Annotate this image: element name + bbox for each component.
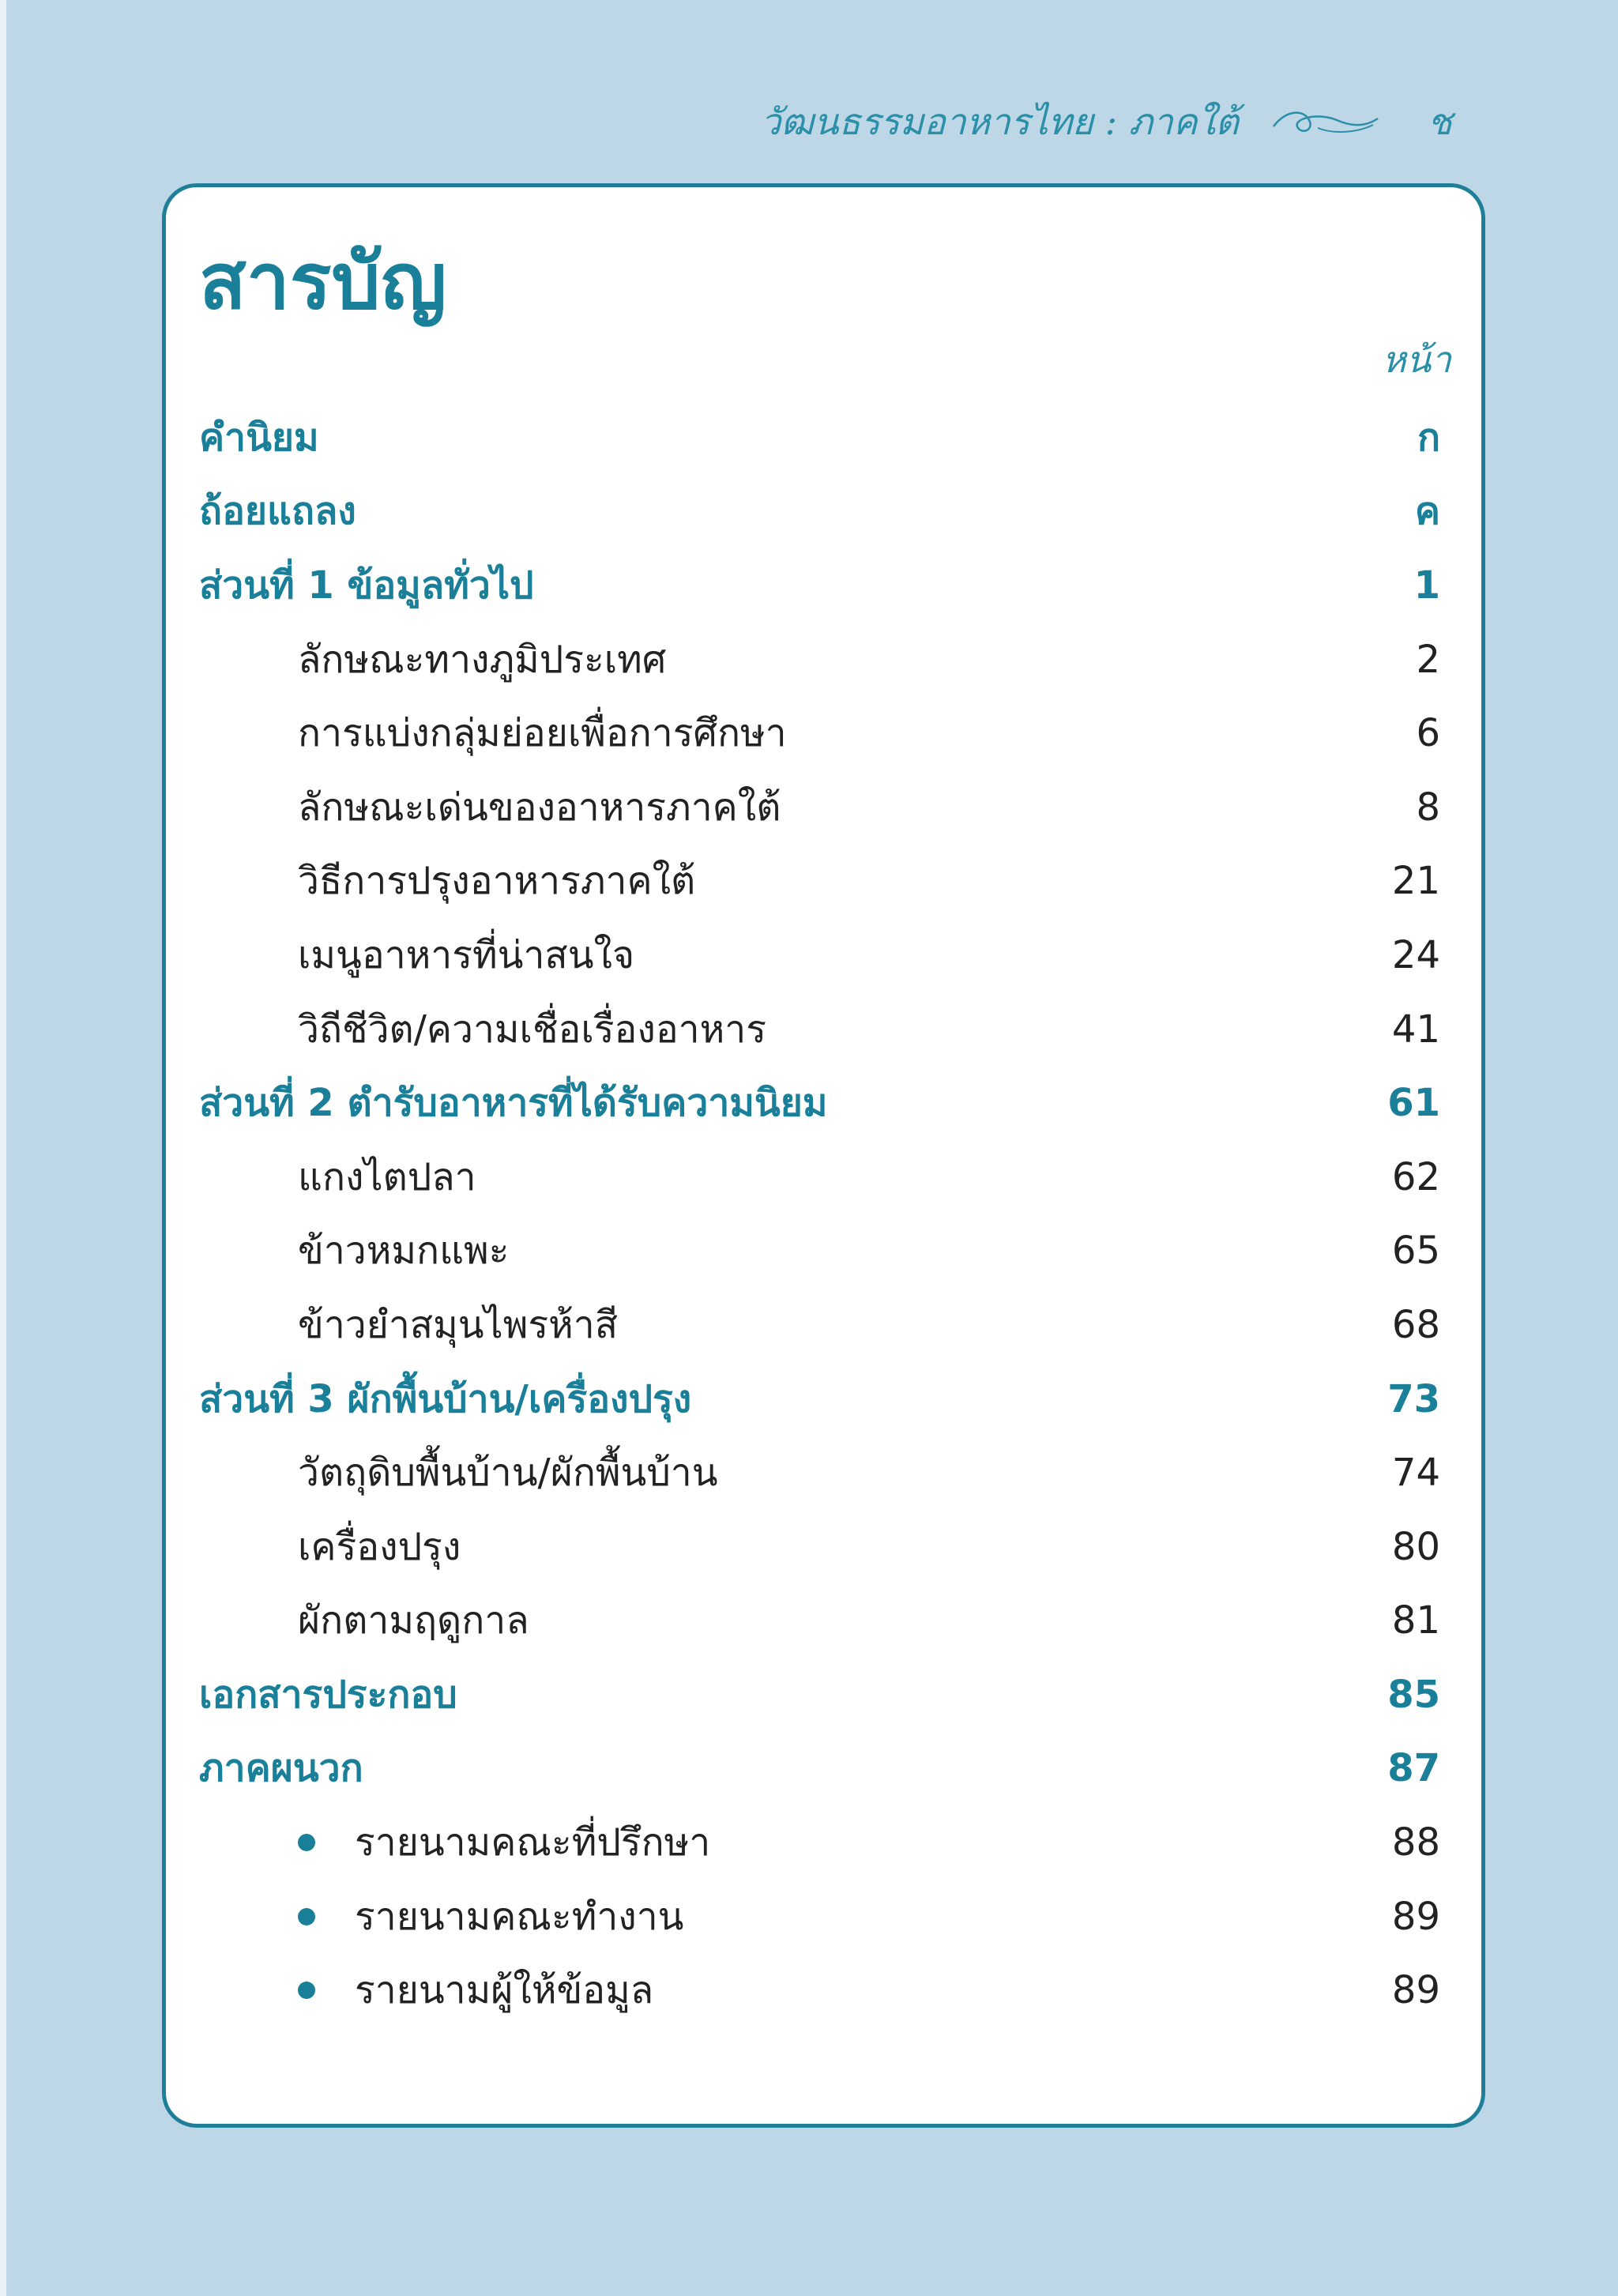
- toc-entry-label: เอกสารประกอบ: [199, 1672, 457, 1717]
- toc-entry[interactable]: [199, 623, 1440, 697]
- toc-entry[interactable]: [199, 918, 1440, 992]
- toc-entry-page: 74: [1391, 1451, 1440, 1496]
- toc-panel: [162, 183, 1485, 2128]
- toc-section-entry[interactable]: [199, 1658, 1440, 1732]
- toc-entry[interactable]: [199, 1140, 1440, 1214]
- toc-entry-label: ส่วนที่ 2 ตำรับอาหารที่ได้รับความนิยม: [199, 1081, 828, 1126]
- toc-entry-label: ข้าวยำสมุนไพรห้าสี: [298, 1302, 618, 1347]
- toc-title: สารบัญ: [199, 237, 447, 327]
- toc-entry-label: ถ้อยแถลง: [199, 489, 356, 534]
- flourish-ornament-icon: [1270, 104, 1381, 139]
- toc-entry-page: 1: [1413, 563, 1440, 608]
- toc-entry-label: วิถีชีวิต/ความเชื่อเรื่องอาหาร: [298, 1007, 766, 1052]
- toc-entry-text: รายนามผู้ให้ข้อมูล: [355, 1968, 654, 2013]
- toc-section-entry[interactable]: [199, 1066, 1440, 1140]
- toc-entry-page: 6: [1416, 711, 1440, 756]
- toc-entry-label: ลักษณะเด่นของอาหารภาคใต้: [298, 785, 781, 830]
- toc-entry-page: 89: [1391, 1894, 1440, 1939]
- toc-entry-page: 68: [1391, 1302, 1440, 1347]
- toc-entry-page: ก: [1417, 415, 1440, 460]
- toc-entry-label: ภาคผนวก: [199, 1746, 363, 1791]
- toc-entry-page: 2: [1416, 637, 1440, 682]
- toc-entry-label: [199, 1812, 710, 1873]
- running-header: [0, 93, 1618, 149]
- toc-entry-page: 41: [1391, 1007, 1440, 1052]
- toc-entry-label: [199, 1960, 653, 2020]
- toc-entry-label: [199, 1887, 683, 1947]
- toc-entry[interactable]: [199, 1805, 1440, 1880]
- toc-entry-page: 73: [1387, 1376, 1440, 1421]
- toc-entry[interactable]: [199, 1288, 1440, 1362]
- running-title: วัฒนธรรมอาหารไทย : ภาคใต้: [760, 100, 1239, 143]
- toc-entry-label: เครื่องปรุง: [298, 1524, 461, 1569]
- bullet-icon: [298, 1982, 315, 1999]
- toc-section-entry[interactable]: [199, 548, 1440, 623]
- toc-entry-page: 8: [1416, 785, 1440, 830]
- toc-entry-page: 61: [1387, 1081, 1440, 1126]
- toc-entry[interactable]: [199, 1880, 1440, 1954]
- toc-entry-page: 89: [1391, 1968, 1440, 2013]
- toc-entry-page: 24: [1391, 932, 1440, 977]
- bullet-icon: [298, 1908, 315, 1925]
- toc-entry-page: 21: [1391, 859, 1440, 904]
- toc-entry-label: แกงไตปลา: [298, 1154, 476, 1199]
- toc-entry-label: ส่วนที่ 3 ผักพื้นบ้าน/เครื่องปรุง: [199, 1376, 692, 1421]
- toc-section-entry[interactable]: [199, 1362, 1440, 1436]
- toc-entry-page: 65: [1391, 1229, 1440, 1274]
- toc-entry-label: ลักษณะทางภูมิประเทศ: [298, 637, 667, 682]
- toc-entry[interactable]: [199, 770, 1440, 845]
- page-column-label: หน้า: [1382, 338, 1451, 381]
- toc-entry[interactable]: [199, 696, 1440, 770]
- toc-entry-label: วิธีการปรุงอาหารภาคใต้: [298, 859, 696, 904]
- toc-entry-text: รายนามคณะทำงาน: [355, 1894, 684, 1939]
- page-number: ช: [1427, 100, 1452, 143]
- toc-entry-label: คำนิยม: [199, 415, 319, 460]
- toc-entry[interactable]: [199, 845, 1440, 919]
- toc-entry[interactable]: [199, 1584, 1440, 1658]
- toc-entry-page: 62: [1391, 1154, 1440, 1199]
- toc-list: [199, 401, 1440, 2027]
- toc-entry-page: 80: [1391, 1524, 1440, 1569]
- toc-entry-text: รายนามคณะที่ปรึกษา: [355, 1820, 711, 1865]
- toc-section-entry[interactable]: [199, 401, 1440, 475]
- toc-entry-page: 81: [1391, 1598, 1440, 1643]
- toc-entry-label: เมนูอาหารที่น่าสนใจ: [298, 932, 635, 977]
- toc-entry-page: 85: [1387, 1672, 1440, 1717]
- toc-entry-label: ผักตามฤดูกาล: [298, 1598, 529, 1643]
- toc-entry-label: ส่วนที่ 1 ข้อมูลทั่วไป: [199, 563, 534, 608]
- toc-entry-label: การแบ่งกลุ่มย่อยเพื่อการศึกษา: [298, 711, 787, 756]
- toc-entry-label: ข้าวหมกแพะ: [298, 1229, 510, 1274]
- toc-entry[interactable]: [199, 1214, 1440, 1289]
- page-edge: [0, 0, 6, 2296]
- toc-section-entry[interactable]: [199, 1732, 1440, 1806]
- toc-entry-label: วัตถุดิบพื้นบ้าน/ผักพื้นบ้าน: [298, 1451, 718, 1496]
- toc-entry[interactable]: [199, 1510, 1440, 1584]
- toc-entry-page: ค: [1414, 489, 1440, 534]
- bullet-icon: [298, 1834, 315, 1851]
- toc-entry[interactable]: [199, 1953, 1440, 2027]
- toc-entry[interactable]: [199, 1436, 1440, 1510]
- toc-entry[interactable]: [199, 992, 1440, 1067]
- toc-entry-page: 88: [1391, 1820, 1440, 1865]
- toc-section-entry[interactable]: [199, 475, 1440, 549]
- toc-entry-page: 87: [1387, 1746, 1440, 1791]
